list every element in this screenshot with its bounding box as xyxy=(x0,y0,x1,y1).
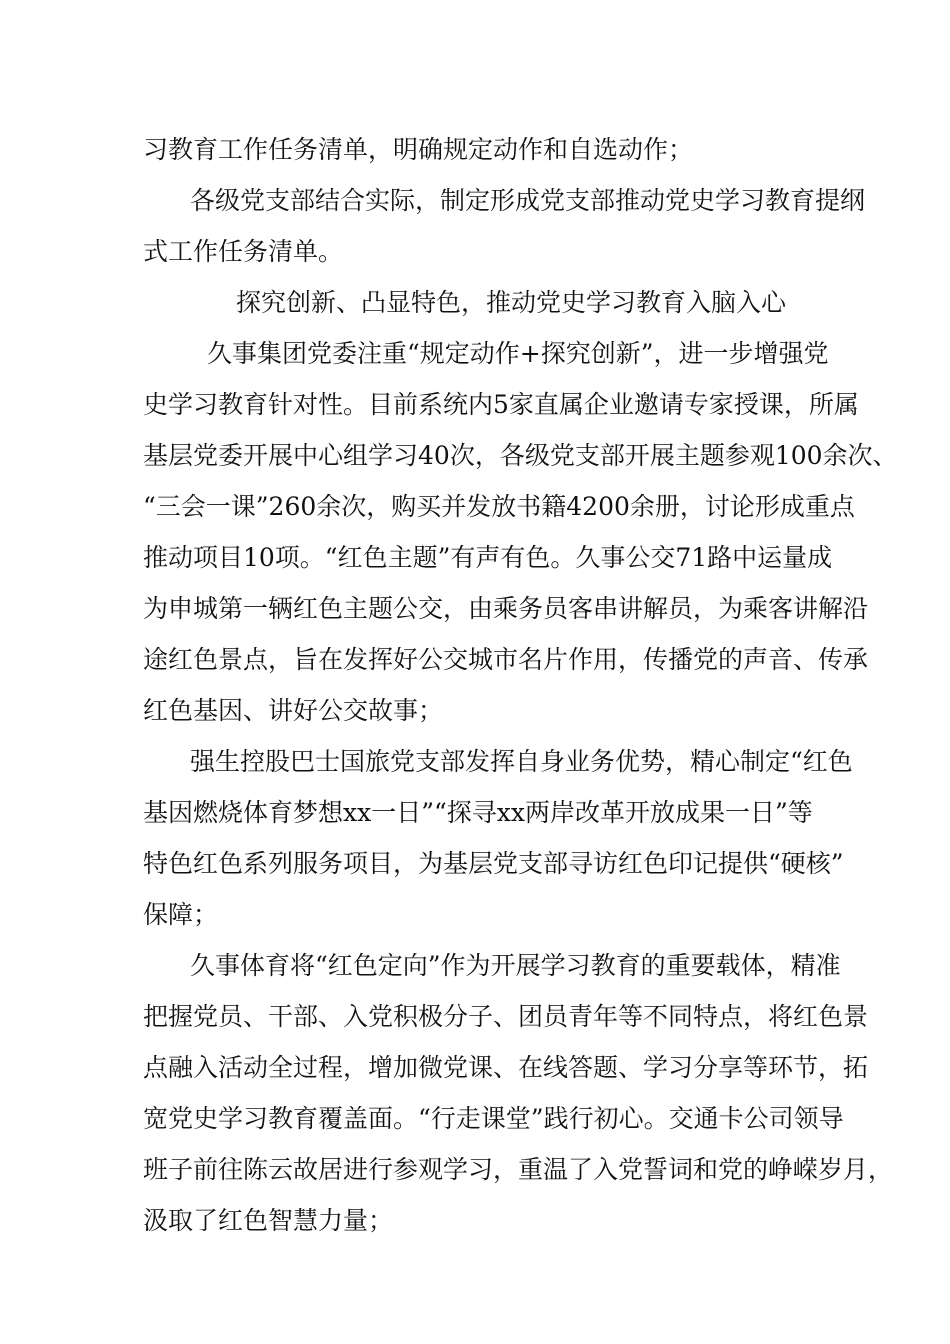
text-line: 式工作任务清单。 xyxy=(143,237,344,266)
text-line: 汲取了红色智慧力量； xyxy=(143,1206,394,1235)
text-line: 红色基因、讲好公交故事； xyxy=(143,696,444,725)
text-line: 久事体育将“红色定向”作为开展学习教育的重要载体，精准 xyxy=(190,951,841,980)
text-line: 把握党员、干部、入党积极分子、团员青年等不同特点，将红色景 xyxy=(143,1002,869,1031)
text-line: 推动项目10项。“红色主题”有声有色。久事公交71路中运量成 xyxy=(143,543,833,572)
text-line: 班子前往陈云故居进行参观学习，重温了入党誓词和党的峥嵘岁月， xyxy=(143,1155,894,1184)
text-line: 基因燃烧体育梦想xx一日”“探寻xx两岸改革开放成果一日”等 xyxy=(143,798,813,827)
text-line: 久事集团党委注重“规定动作+探究创新”，进一步增强党 xyxy=(207,339,829,368)
text-line: 史学习教育针对性。目前系统内5家直属企业邀请专家授课，所属 xyxy=(143,390,859,419)
text-line: 途红色景点，旨在发挥好公交城市名片作用，传播党的声音、传承 xyxy=(143,645,869,674)
text-line: 为申城第一辆红色主题公交，由乘务员客串讲解员，为乘客讲解沿 xyxy=(143,594,869,623)
text-line: 宽党史学习教育覆盖面。“行走课堂”践行初心。交通卡公司领导 xyxy=(143,1104,844,1133)
text-line: 习教育工作任务清单，明确规定动作和自选动作； xyxy=(143,135,694,164)
text-line: 基层党委开展中心组学习40次，各级党支部开展主题参观100余次、 xyxy=(143,441,898,470)
text-line: “三会一课”260余次，购买并发放书籍4200余册，讨论形成重点 xyxy=(143,492,855,521)
section-heading: 探究创新、凸显特色，推动党史学习教育入脑入心 xyxy=(236,288,787,317)
text-line: 各级党支部结合实际，制定形成党支部推动党史学习教育提纲 xyxy=(190,186,866,215)
text-line: 点融入活动全过程，增加微党课、在线答题、学习分享等环节，拓 xyxy=(143,1053,869,1082)
text-line: 保障； xyxy=(143,900,219,929)
text-line: 强生控股巴士国旅党支部发挥自身业务优势，精心制定“红色 xyxy=(190,747,853,776)
text-line: 特色红色系列服务项目，为基层党支部寻访红色印记提供“硬核” xyxy=(143,849,844,878)
